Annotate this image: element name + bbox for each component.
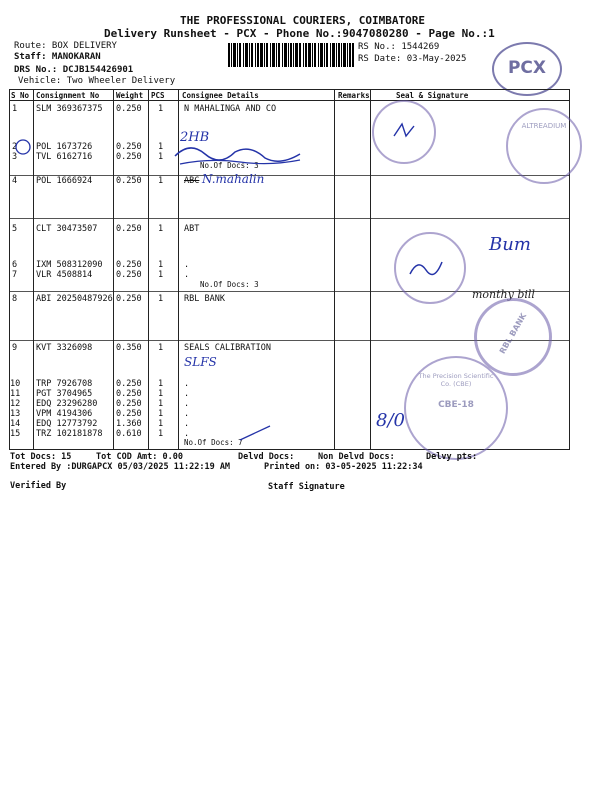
cell-sno: 7 [12, 270, 18, 280]
handwritten-monthly-bill: monthy bill [472, 288, 535, 301]
cell-sno: 14 [10, 419, 21, 429]
cell-consignee: SEALS CALIBRATION [184, 343, 271, 353]
rbl-bank-stamp-text: RBL BANK [497, 311, 529, 356]
cell-sno: 6 [12, 260, 18, 270]
cell-consignee: . [184, 389, 190, 399]
col-header-sno: S No [11, 91, 30, 100]
cell-weight: 0.250 [116, 389, 142, 399]
cell-consignee: . [184, 409, 190, 419]
precision-scientific-stamp [404, 356, 508, 460]
circled-number-scribble [14, 138, 32, 160]
cell-sno: 5 [12, 224, 18, 234]
precision-stamp-code: CBE-18 [438, 400, 474, 410]
col-header-remarks: Remarks [338, 91, 370, 100]
cell-consignee: RBL BANK [184, 294, 225, 304]
cell-pcs: 1 [158, 224, 164, 234]
cell-weight: 0.250 [116, 260, 142, 270]
cell-pcs: 1 [158, 260, 164, 270]
cell-sno: 12 [10, 399, 21, 409]
route-label: Route: BOX DELIVERY [14, 41, 117, 51]
col-header-weight: Weight [116, 91, 144, 100]
col-header-consignee: Consignee Details [182, 91, 259, 100]
staff-signature: Staff Signature [268, 482, 345, 492]
cell-sno: 10 [10, 379, 21, 389]
cell-consignment: VPM 4194306 [36, 409, 93, 419]
cell-consignment: EDQ 23296280 [36, 399, 98, 409]
seal-initial [392, 122, 418, 144]
row-separator [9, 218, 570, 219]
cell-consignment: TVL 6162716 [36, 152, 93, 162]
ink-scribble [170, 136, 310, 176]
cell-sno: 13 [10, 409, 21, 419]
delivered-docs: Delvd Docs: [238, 452, 295, 462]
vehicle-label: Vehicle: Two Wheeler Delivery [18, 76, 176, 86]
cell-weight: 0.250 [116, 294, 142, 304]
signature-scribble-2: Bum [489, 234, 531, 255]
cell-pcs: 1 [158, 104, 164, 114]
cell-consignment: PGT 3704965 [36, 389, 93, 399]
entered-by: Entered By :DURGAPCX 05/03/2025 11:22:19 AM [10, 462, 231, 472]
cell-weight: 0.250 [116, 104, 142, 114]
cell-consignee: . [184, 260, 190, 270]
col-divider [370, 89, 371, 449]
cell-consignment: ABI 20250487926 [36, 294, 113, 304]
col-header-pcs: PCS [151, 91, 165, 100]
cell-consignee: . [184, 419, 190, 429]
cell-weight: 0.250 [116, 409, 142, 419]
cell-sno: 8 [12, 294, 18, 304]
handwritten-name: N.mahalin [202, 172, 265, 186]
cell-consignment: EDQ 12773792 [36, 419, 98, 429]
table-header-border [9, 100, 570, 101]
cell-consignee: . [184, 379, 190, 389]
cell-consignment: POL 1673726 [36, 142, 93, 152]
cell-consignee: . [184, 429, 190, 439]
cell-consignment: SLM 369367375 [36, 104, 103, 114]
cell-weight: 0.250 [116, 152, 142, 162]
cell-consignment: CLT 30473507 [36, 224, 98, 234]
table-top-border [9, 89, 570, 90]
precision-stamp-text: The Precision Scientific Co. (CBE) [418, 372, 494, 388]
cell-pcs: 1 [158, 142, 164, 152]
rbl-bank-stamp [474, 298, 552, 376]
pcx-stamp [492, 42, 562, 96]
cell-weight: 1.360 [116, 419, 142, 429]
cell-pcs: 1 [158, 176, 164, 186]
staff-label: Staff: MANOKARAN [14, 52, 101, 62]
tick-mark [238, 424, 272, 446]
seal-signature [408, 256, 444, 282]
cell-consignee: ABT [184, 224, 200, 234]
cell-weight: 0.610 [116, 429, 142, 439]
cell-weight: 0.250 [116, 399, 142, 409]
rs-number: RS No.: 1544269 [358, 42, 440, 52]
cell-weight: 0.350 [116, 343, 142, 353]
delivery-points: Delvy pts: [426, 452, 478, 462]
col-divider [33, 89, 34, 449]
cell-weight: 0.250 [116, 176, 142, 186]
cell-pcs: 1 [158, 270, 164, 280]
cell-consignee: ABC [184, 176, 200, 186]
printed-on: Printed on: 03-05-2025 11:22:34 [264, 462, 423, 472]
barcode [228, 43, 354, 67]
cell-sno: 11 [10, 389, 21, 399]
cell-sno: 9 [12, 343, 18, 353]
altreadium-stamp-text: ALTREADIUM [521, 122, 567, 130]
runsheet-subtitle: Delivery Runsheet - PCX - Phone No.:9047080280 - Page No.:1 [104, 27, 495, 40]
drs-label: DRS No.: DCJB154426901 [14, 65, 134, 75]
rs-date: RS Date: 03-May-2025 [358, 54, 467, 64]
group-doc-count: No.Of Docs: 3 [200, 161, 259, 170]
group-doc-count: No.Of Docs: 7 [184, 438, 243, 447]
cell-pcs: 1 [158, 294, 164, 304]
cell-consignment: VLR 4508814 [36, 270, 93, 280]
non-delivered-docs: Non Delvd Docs: [318, 452, 395, 462]
total-cod-amount: Tot COD Amt: 0.00 [96, 452, 183, 462]
cell-weight: 0.250 [116, 270, 142, 280]
cell-pcs: 1 [158, 343, 164, 353]
cell-weight: 0.250 [116, 224, 142, 234]
cell-sno: 4 [12, 176, 18, 186]
cell-consignment: KVT 3326098 [36, 343, 93, 353]
altreadium-stamp [506, 108, 582, 184]
cell-consignee: N MAHALINGA AND CO [184, 104, 277, 114]
company-name: THE PROFESSIONAL COURIERS, COIMBATORE [180, 14, 426, 27]
cell-consignment: IXM 508312090 [36, 260, 103, 270]
total-docs: Tot Docs: 15 [10, 452, 72, 462]
group-doc-count: No.Of Docs: 3 [200, 280, 259, 289]
cell-pcs: 1 [158, 152, 164, 162]
cell-pcs: 1 [158, 429, 164, 439]
cell-pcs: 1 [158, 379, 164, 389]
col-divider [148, 89, 149, 449]
pcx-stamp-text: PCX [507, 58, 547, 78]
cell-pcs: 1 [158, 389, 164, 399]
cell-consignee: . [184, 399, 190, 409]
cell-weight: 0.250 [116, 379, 142, 389]
signature-scribble-1: 2HB [180, 130, 210, 145]
cell-consignment: TRP 7926708 [36, 379, 93, 389]
cell-pcs: 1 [158, 419, 164, 429]
cell-sno: 1 [12, 104, 18, 114]
col-divider [113, 89, 114, 449]
cell-pcs: 1 [158, 409, 164, 419]
cell-sno: 3 [12, 152, 18, 162]
cell-weight: 0.250 [116, 142, 142, 152]
cell-consignment: TRZ 102181878 [36, 429, 103, 439]
col-divider [334, 89, 335, 449]
signature-scribble-3: 8/0 [376, 410, 405, 431]
verified-by: Verified By [10, 481, 67, 491]
cell-sno: 15 [10, 429, 21, 439]
handwritten-slfs: SLFS [184, 355, 217, 369]
col-header-seal: Seal & Signature [396, 91, 469, 100]
col-header-consignment: Consignment No [36, 91, 100, 100]
cell-consignee: . [184, 270, 190, 280]
cell-consignment: POL 1666924 [36, 176, 93, 186]
cell-sno: 2 [12, 142, 18, 152]
cell-pcs: 1 [158, 399, 164, 409]
